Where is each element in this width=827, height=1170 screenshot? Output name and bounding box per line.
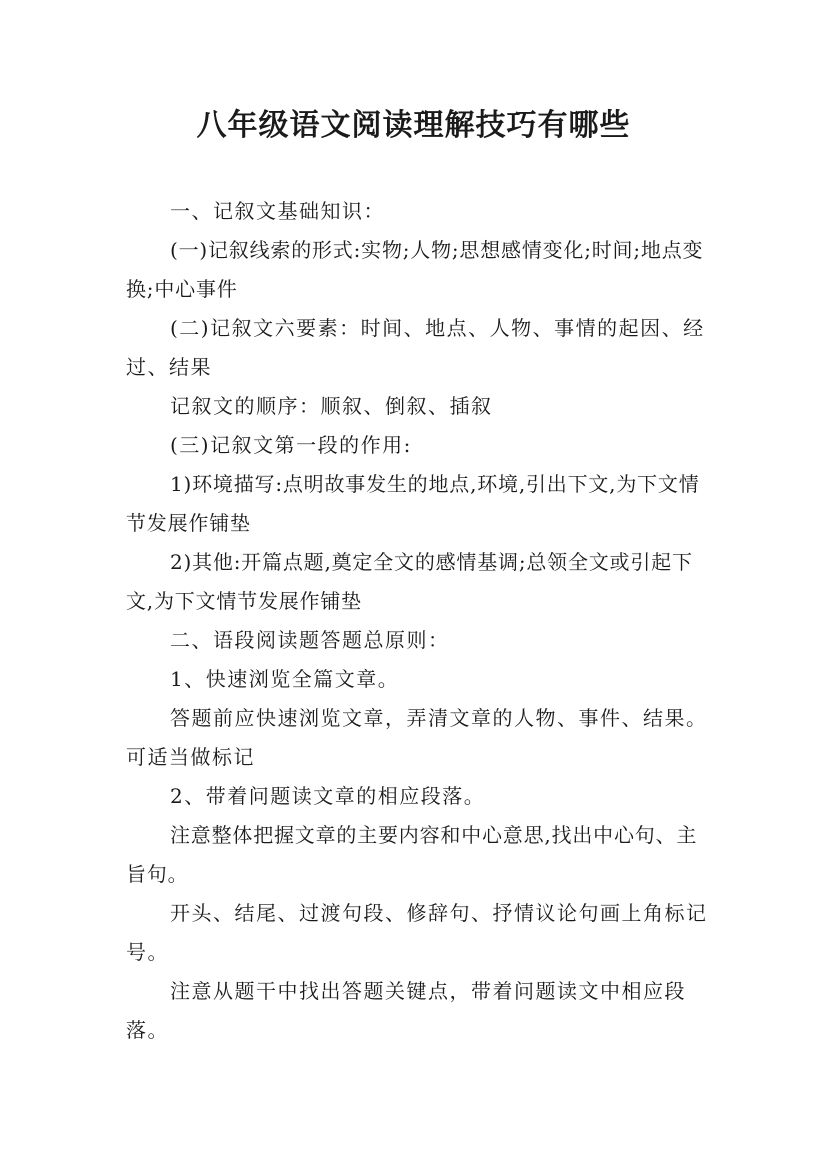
paragraph-step-one: 1、快速浏览全篇文章。 bbox=[170, 667, 400, 691]
paragraph-narrative-clues: (一)记叙线索的形式:实物;人物;思想感情变化;时间;地点变换;中心事件 bbox=[126, 238, 704, 301]
document-body bbox=[126, 192, 710, 1050]
paragraph-step-two: 2、带着问题读文章的相应段落。 bbox=[170, 784, 486, 808]
paragraph-narrative-order: 记叙文的顺序：顺叙、倒叙、插叙 bbox=[170, 394, 493, 418]
paragraph-key-points: 注意从题干中找出答题关键点，带着问题读文中相应段落。 bbox=[126, 979, 686, 1042]
paragraph-environment-description: 1)环境描写:点明故事发生的地点,环境,引出下文,为下文情节发展作铺垫 bbox=[126, 472, 700, 535]
paragraph-other-roles: 2)其他:开篇点题,奠定全文的感情基调;总领全文或引起下文,为下文情节发展作铺垫 bbox=[126, 550, 693, 613]
paragraph-step-two-detail: 注意整体把握文章的主要内容和中心意思,找出中心句、主旨句。 bbox=[126, 823, 698, 886]
paragraph-first-section-role: (三)记叙文第一段的作用: bbox=[170, 433, 412, 457]
section-heading-narrative-basics: 一、记叙文基础知识： bbox=[170, 199, 385, 223]
paragraph-marking-sentences: 开头、结尾、过渡句段、修辞句、抒情议论句画上角标记号。 bbox=[126, 901, 708, 964]
section-heading-answer-principles: 二、语段阅读题答题总原则： bbox=[170, 628, 450, 652]
paragraph-six-elements: (二)记叙文六要素：时间、地点、人物、事情的起因、经过、结果 bbox=[126, 316, 705, 379]
document-title: 八年级语文阅读理解技巧有哪些 bbox=[196, 108, 631, 143]
paragraph-step-one-detail: 答题前应快速浏览文章，弄清文章的人物、事件、结果。可适当做标记 bbox=[126, 706, 708, 769]
